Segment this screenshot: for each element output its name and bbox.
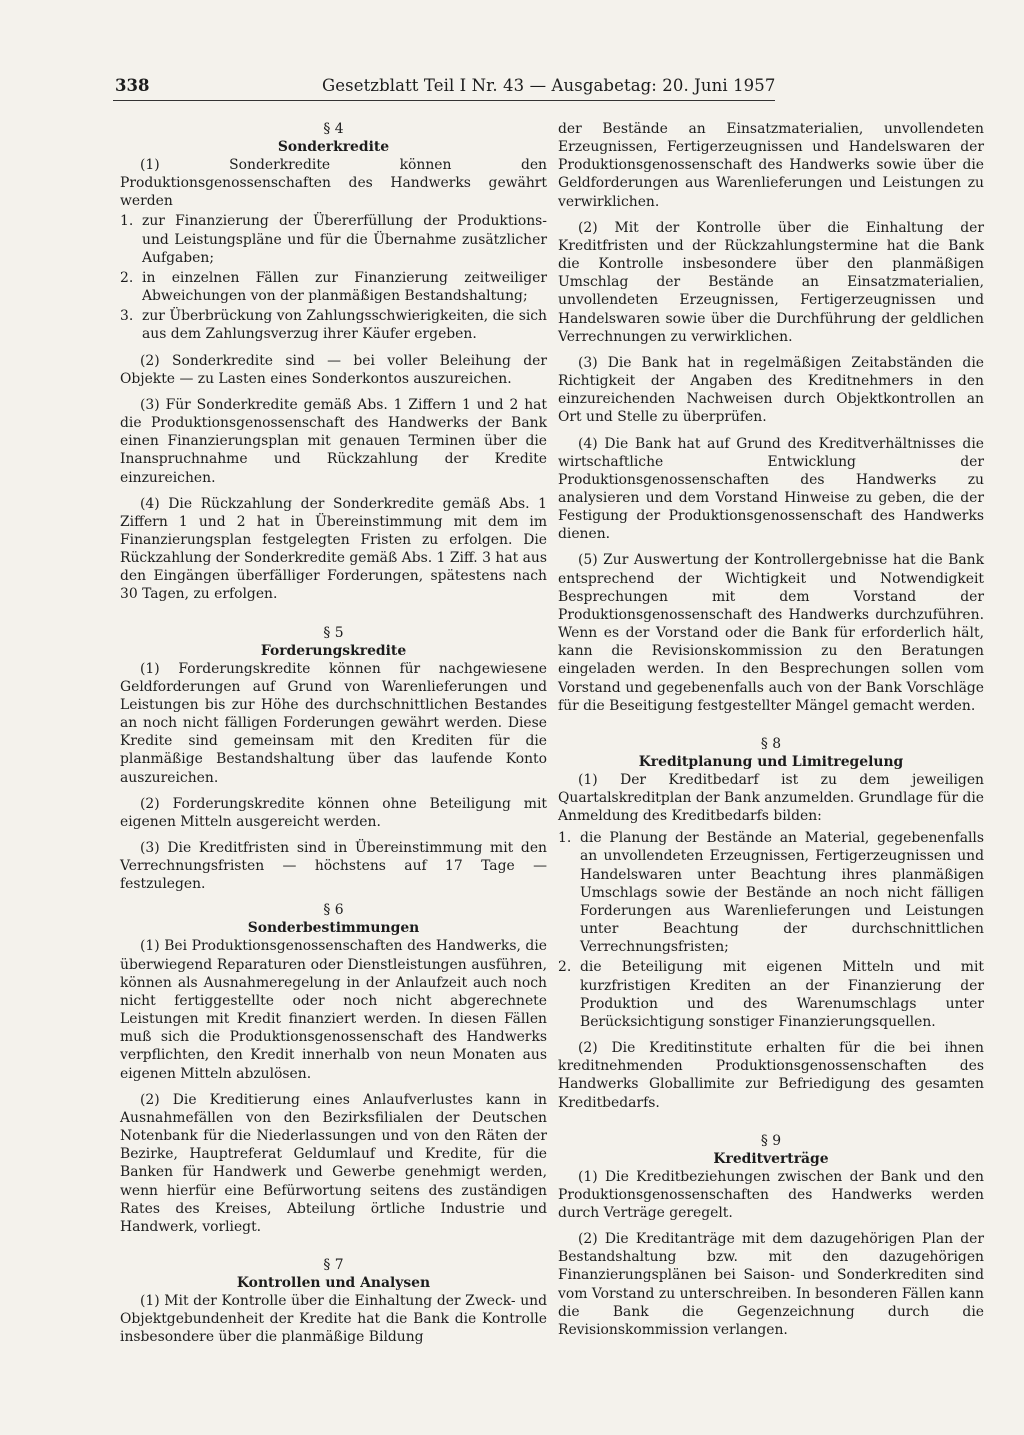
paragraph: (2) Mit der Kontrolle über die Einhaltung der Kreditfristen und der Rückzahlungstermine hat die Bank die Kontrolle insbesondere über den planmäßigen Umschlag der Bestände an Einsatzmaterialien, unvollendeten Erzeugnissen, Fertigerzeugnissen und Handelswaren sowie über die Durchführung der geldlichen Verrechnungen zu verwirklichen. <box>558 219 984 345</box>
paragraph: (3) Die Bank hat in regelmäßigen Zeitabständen die Richtigkeit der Angaben des Kreditnehmers in den einzureichenden Nachweisen durch Objektkontrollen an Ort und Stelle zu überprüfen. <box>558 354 984 426</box>
page-number: 338 <box>115 76 150 95</box>
section-symbol: § 6 <box>323 902 344 919</box>
section-symbol: § 7 <box>323 1256 344 1273</box>
numbered-list <box>120 212 547 343</box>
paragraph: (2) Die Kreditinstitute erhalten für die bei ihnen kreditnehmenden Produktionsgenossenschaften des Handwerks Globallimite zur Befriedigung des gesamten Kreditbedarfs. <box>558 1040 984 1111</box>
paragraph: (1) Der Kreditbedarf ist zu dem jeweiligen Quartalskreditplan der Bank anzumelden. Grundlage für die Anmeldung des Kreditbedarfs bilden: <box>558 771 984 825</box>
list-item: 3. zur Überbrückung von Zahlungsschwierigkeiten, die sich aus dem Zahlungsverzug ihrer Käufer ergeben. <box>120 308 547 343</box>
paragraph: (2) Forderungskredite können ohne Beteiligung mit eigenen Mitteln ausgereicht werden. <box>120 795 547 830</box>
spacer <box>120 1244 547 1256</box>
paragraph: (4) Die Bank hat auf Grund des Kreditverhältnisses die wirtschaftliche Entwicklung der Produktionsgenossenschaften des Handwerks zu analysieren und dem Vorstand Hinweise zu geben, die der Festigung der Produktionsgenossenschaft des Handwerks dienen. <box>558 435 984 543</box>
list-item: 1. die Planung der Bestände an Material, gegebenenfalls an unvollendeten Erzeugnissen, Fertigerzeugnissen und Handelswaren unter Beachtung ihres planmäßigen Umschlags sowie der Bestände an noch nicht fälligen Forderungen aus Warenlieferungen und Leistungen unter Beachtung der durchschnittlichen Verrechnungsfristen; <box>558 830 984 956</box>
header-rule <box>113 100 775 101</box>
paragraph: (4) Die Rückzahlung der Sonderkredite gemäß Abs. 1 Ziffern 1 und 2 hat in Übereinstimmung mit dem im Finanzierungsplan festgelegten Fristen zu erfolgen. Die Rückzahlung der Sonderkredite gemäß Abs. 1 Ziff. 3 hat aus den Eingängen überfälliger Forderungen, spätestens nach 30 Tagen, zu erfolgen. <box>120 495 547 603</box>
section-heading: Forderungskredite <box>260 642 407 659</box>
paragraph: (1) Forderungskredite können für nachgewiesene Geldforderungen auf Grund von Warenlieferungen und Leistungen bis zur Höhe des durchschnittlichen Bestandes an noch nicht fälligen Forderungen gewährt werden. Diese Kredite sind gemeinsam mit den Krediten für die planmäßige Bestandshaltung über das laufende Konto auszureichen. <box>120 660 547 786</box>
spacer <box>558 1120 984 1132</box>
spacer <box>558 723 984 735</box>
left-column <box>120 120 547 1354</box>
list-item: 2. in einzelnen Fällen zur Finanzierung zeitweiliger Abweichungen von der planmäßigen Bestandshaltung; <box>120 269 547 305</box>
paragraph: (1) Sonderkredite können den Produktionsgenossenschaften des Handwerks gewährt werden <box>120 157 547 210</box>
paragraph: (2) Die Kreditanträge mit dem dazugehörigen Plan der Bestandshaltung bzw. mit den dazugehörigen Finanzierungsplänen bei Saison- und Sonderkrediten sind vom Vorstand zu unterschreiben. In besonderen Fällen kann die Bank die Gegenzeichnung durch die Revisionskommission verlangen. <box>558 1231 984 1338</box>
section-heading: Kreditverträge <box>713 1150 829 1167</box>
section-heading: Sonderkredite <box>277 139 390 155</box>
page-header <box>115 76 985 102</box>
section-heading: Kreditplanung und Limitregelung <box>638 753 904 770</box>
spacer <box>120 612 547 624</box>
section-symbol: § 5 <box>323 624 344 641</box>
section-heading: Kontrollen und Analysen <box>236 1274 431 1291</box>
paragraph: (1) Die Kreditbeziehungen zwischen der Bank und den Produktionsgenossenschaften des Handwerks werden durch Verträge geregelt. <box>558 1168 984 1221</box>
paragraph: (5) Zur Auswertung der Kontrollergebnisse hat die Bank entsprechend der Wichtigkeit und Notwendigkeit Besprechungen mit dem Vorstand der Produktionsgenossenschaft des Handwerks durchzuführen. Wenn es der Vorstand oder die Bank für erforderlich hält, kann die Revisionskommission zu den Beratungen eingeladen werden. In den Besprechungen sollen vom Vorstand und gegebenenfalls auch von der Bank Vorschläge für die Beseitigung festgestellter Mängel gemacht werden. <box>558 552 984 714</box>
right-column <box>558 120 984 1347</box>
section-symbol: § 8 <box>760 735 782 752</box>
numbered-list <box>558 829 984 1031</box>
list-item: 1. zur Finanzierung der Übererfüllung der Produktions- und Leistungspläne und für die Übernahme zusätzlicher Aufgaben; <box>120 213 547 266</box>
paragraph: (2) Die Kreditierung eines Anlaufverlustes kann in Ausnahmefällen von den Bezirksfilialen der Deutschen Notenbank für die Niederlassungen und von den Räten der Bezirke, Hauptreferat Geldumlauf und Kredite, für die Banken für Handwerk und Gewerbe genehmigt werden, wenn hierfür eine Befürwortung seitens des zuständigen Rates des Kreises, Abteilung örtliche Industrie und Handwerk, vorliegt. <box>120 1091 547 1235</box>
paragraph: (3) Die Kreditfristen sind in Übereinstimmung mit den Verrechnungsfristen — höchstens auf 17 Tage — festzulegen. <box>120 840 547 893</box>
section-symbol: § 4 <box>323 121 344 137</box>
header-title: Gesetzblatt Teil I Nr. 43 — Ausgabetag: 20. Juni 1957 <box>322 76 776 95</box>
paragraph: (1) Bei Produktionsgenossenschaften des Handwerks, die überwiegend Reparaturen oder Dienstleistungen ausführen, können als Ausnahmeregelung in der Anlaufzeit auch noch nicht fertiggestellte oder noch nicht abgerechnete Leistungen mit Kredit finanziert werden. In diesen Fällen muß sich die Produktionsgenossenschaft des Handwerks verpflichten, den Kredit innerhalb von neun Monaten aus eigenen Mitteln abzulösen. <box>120 938 547 1082</box>
list-item: 2. die Beteiligung mit eigenen Mitteln und mit kurzfristigen Krediten an der Finanzierung der Produktion und des Warenumschlags unter Berücksichtigung sonstiger Finanzierungsquellen. <box>558 959 984 1030</box>
paragraph: der Bestände an Einsatzmaterialien, unvollendeten Erzeugnissen, Fertigerzeugnissen und Handelswaren der Produktionsgenossenschaft des Handwerks sowie über die Geldforderungen aus Warenlieferungen und Leistungen zu verwirklichen. <box>558 121 984 210</box>
paragraph: (2) Sonderkredite sind — bei voller Beleihung der Objekte — zu Lasten eines Sonderkontos auszureichen. <box>120 352 547 387</box>
paragraph: (3) Für Sonderkredite gemäß Abs. 1 Ziffern 1 und 2 hat die Produktionsgenossenschaft des Handwerks der Bank einen Finanzierungsplan mit genauen Terminen über die Inanspruchnahme und Rückzahlung der Kredite einzureichen. <box>120 396 547 486</box>
paragraph: (1) Mit der Kontrolle über die Einhaltung der Zweck- und Objektgebundenheit der Kredite hat die Bank die Kontrolle insbesondere über die planmäßige Bildung <box>120 1292 547 1346</box>
section-heading: Sonderbestimmungen <box>247 920 420 937</box>
section-symbol: § 9 <box>760 1132 782 1149</box>
